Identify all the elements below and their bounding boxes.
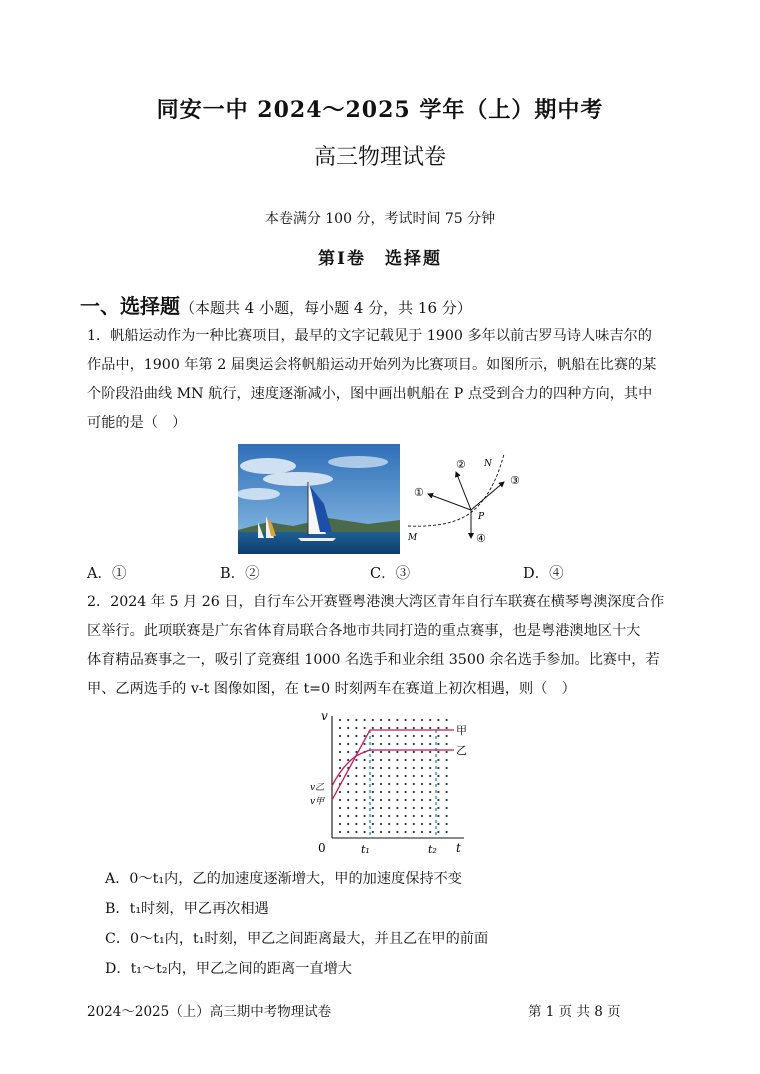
- grid-dot: [364, 815, 366, 817]
- grid-dot: [429, 767, 431, 769]
- force-arrow-1: [428, 494, 471, 510]
- grid-dot: [437, 807, 439, 809]
- grid-dot: [355, 775, 357, 777]
- grid-dot: [446, 759, 448, 761]
- grid-dot: [429, 823, 431, 825]
- grid-dot: [421, 743, 423, 745]
- grid-dot: [429, 783, 431, 785]
- grid-dot: [355, 759, 357, 761]
- label-1: ①: [414, 486, 424, 499]
- grid-dot: [380, 799, 382, 801]
- grid-dot: [372, 799, 374, 801]
- grid-dot: [339, 823, 341, 825]
- grid-dot: [347, 807, 349, 809]
- grid-dot: [372, 831, 374, 833]
- footer-left: 2024～2025（上）高三期中考物理试卷: [87, 1004, 332, 1020]
- question-2-line: 体育精品赛事之一，吸引了竞赛组 1000 名选手和业余组 3500 余名选手参加。比赛中，若: [87, 652, 660, 668]
- grid-dot: [446, 791, 448, 793]
- grid-dot: [347, 823, 349, 825]
- grid-dot: [396, 719, 398, 721]
- grid-dot: [421, 751, 423, 753]
- grid-dot: [437, 791, 439, 793]
- grid-dot: [429, 751, 431, 753]
- grid-dot: [405, 719, 407, 721]
- grid-dot: [446, 735, 448, 737]
- grid-dot: [396, 823, 398, 825]
- grid-dot: [429, 815, 431, 817]
- grid-dot: [388, 775, 390, 777]
- grid-dot: [380, 743, 382, 745]
- grid-dot: [413, 751, 415, 753]
- grid-dot: [355, 791, 357, 793]
- grid-dot: [396, 815, 398, 817]
- grid-dot: [396, 807, 398, 809]
- grid-dot: [413, 823, 415, 825]
- grid-dot: [388, 815, 390, 817]
- grid-dot: [388, 727, 390, 729]
- grid-dot: [388, 823, 390, 825]
- grid-dot: [355, 783, 357, 785]
- grid-dot: [446, 823, 448, 825]
- t2-label: t₂: [428, 843, 437, 856]
- grid-dot: [396, 735, 398, 737]
- t-axis-label: t: [456, 841, 461, 855]
- exam-subtitle: 高三物理试卷: [313, 145, 446, 170]
- grid-dot: [446, 767, 448, 769]
- grid-dot: [421, 823, 423, 825]
- grid-dot: [372, 775, 374, 777]
- q1-option-a[interactable]: A．①: [87, 566, 127, 582]
- grid-dot: [347, 727, 349, 729]
- dot-grid: [339, 719, 448, 833]
- grid-dot: [396, 831, 398, 833]
- grid-dot: [355, 807, 357, 809]
- grid-dot: [347, 743, 349, 745]
- question-2-line: 区举行。此项联赛是广东省体育局联合各地市共同打造的重点赛事，也是粤港澳地区十大: [87, 623, 641, 639]
- label-p: P: [478, 512, 485, 522]
- grid-dot: [339, 807, 341, 809]
- grid-dot: [388, 743, 390, 745]
- grid-dot: [339, 743, 341, 745]
- grid-dot: [405, 743, 407, 745]
- grid-dot: [413, 743, 415, 745]
- grid-dot: [446, 743, 448, 745]
- grid-dot: [372, 727, 374, 729]
- grid-dot: [437, 823, 439, 825]
- grid-dot: [364, 743, 366, 745]
- grid-dot: [372, 783, 374, 785]
- grid-dot: [380, 775, 382, 777]
- grid-dot: [347, 799, 349, 801]
- grid-dot: [405, 735, 407, 737]
- grid-dot: [372, 743, 374, 745]
- grid-dot: [364, 775, 366, 777]
- grid-dot: [372, 815, 374, 817]
- grid-dot: [413, 719, 415, 721]
- grid-dot: [396, 743, 398, 745]
- grid-dot: [364, 735, 366, 737]
- question-2-text: [87, 588, 687, 704]
- grid-dot: [355, 743, 357, 745]
- q2-option-d[interactable]: D．t₁～t₂内，甲乙之间的距离一直增大: [105, 961, 352, 977]
- grid-dot: [339, 759, 341, 761]
- grid-dot: [355, 815, 357, 817]
- grid-dot: [446, 831, 448, 833]
- grid-dot: [364, 727, 366, 729]
- grid-dot: [355, 727, 357, 729]
- grid-dot: [437, 815, 439, 817]
- grid-dot: [388, 751, 390, 753]
- grid-dot: [339, 775, 341, 777]
- grid-dot: [446, 727, 448, 729]
- grid-dot: [437, 719, 439, 721]
- question-1-line: 作品中，1900 年第 2 届奥运会将帆船运动开始列为比赛项目。如图所示，帆船在比赛的某: [87, 357, 657, 373]
- grid-dot: [413, 831, 415, 833]
- section-heading: [80, 290, 472, 319]
- grid-dot: [380, 783, 382, 785]
- grid-dot: [339, 791, 341, 793]
- grid-dot: [372, 767, 374, 769]
- part-heading: 第Ⅰ卷 选择题: [318, 249, 442, 269]
- grid-dot: [364, 807, 366, 809]
- grid-dot: [388, 767, 390, 769]
- grid-dot: [446, 815, 448, 817]
- grid-dot: [364, 831, 366, 833]
- grid-dot: [413, 791, 415, 793]
- grid-dot: [380, 831, 382, 833]
- grid-dot: [388, 807, 390, 809]
- grid-dot: [405, 799, 407, 801]
- grid-dot: [429, 807, 431, 809]
- grid-dot: [437, 727, 439, 729]
- grid-dot: [380, 815, 382, 817]
- grid-dot: [372, 759, 374, 761]
- grid-dot: [364, 759, 366, 761]
- grid-dot: [413, 759, 415, 761]
- grid-dot: [421, 775, 423, 777]
- grid-dot: [421, 759, 423, 761]
- force-arrow-3: [471, 482, 504, 510]
- grid-dot: [421, 815, 423, 817]
- grid-dot: [405, 759, 407, 761]
- grid-dot: [388, 791, 390, 793]
- grid-dot: [429, 727, 431, 729]
- grid-dot: [388, 783, 390, 785]
- grid-dot: [446, 751, 448, 753]
- section-note: （本题共 4 小题，每小题 4 分，共 16 分）: [180, 299, 472, 317]
- grid-dot: [339, 767, 341, 769]
- grid-dot: [429, 719, 431, 721]
- grid-dot: [413, 727, 415, 729]
- question-2-line: 甲、乙两选手的 v-t 图像如图，在 t=0 时刻两车在赛道上初次相遇，则（ ）: [87, 681, 576, 697]
- force-diagram: [404, 452, 532, 554]
- grid-dot: [396, 799, 398, 801]
- grid-dot: [413, 815, 415, 817]
- grid-dot: [372, 735, 374, 737]
- grid-dot: [405, 767, 407, 769]
- yi-label: 乙: [456, 744, 467, 757]
- q1-option-d[interactable]: D．④: [523, 566, 564, 582]
- grid-dot: [437, 783, 439, 785]
- jia-label: 甲: [456, 724, 467, 737]
- grid-dot: [380, 791, 382, 793]
- question-1-line: 可能的是（ ）: [87, 415, 187, 431]
- grid-dot: [437, 775, 439, 777]
- grid-dot: [446, 799, 448, 801]
- grid-dot: [372, 823, 374, 825]
- q2-option-b[interactable]: B．t₁时刻，甲乙再次相遇: [105, 901, 269, 917]
- grid-dot: [446, 783, 448, 785]
- grid-dot: [446, 807, 448, 809]
- v-yi-label: v乙: [310, 783, 325, 793]
- grid-dot: [413, 783, 415, 785]
- grid-dot: [421, 727, 423, 729]
- exam-info: 本卷满分 100 分，考试时间 75 分钟: [264, 211, 496, 227]
- grid-dot: [429, 759, 431, 761]
- grid-dot: [364, 719, 366, 721]
- grid-dot: [437, 799, 439, 801]
- grid-dot: [355, 799, 357, 801]
- grid-dot: [437, 831, 439, 833]
- grid-dot: [429, 791, 431, 793]
- label-m: M: [408, 533, 418, 543]
- t1-label: t₁: [361, 843, 370, 856]
- exam-title: 同安一中 2024～2025 学年（上）期中考: [156, 97, 604, 123]
- grid-dot: [347, 815, 349, 817]
- grid-dot: [413, 799, 415, 801]
- grid-dot: [380, 719, 382, 721]
- grid-dot: [405, 783, 407, 785]
- grid-dot: [339, 727, 341, 729]
- grid-dot: [339, 799, 341, 801]
- grid-dot: [347, 735, 349, 737]
- label-3: ③: [510, 474, 520, 487]
- grid-dot: [372, 791, 374, 793]
- grid-dot: [388, 719, 390, 721]
- grid-dot: [355, 823, 357, 825]
- grid-dot: [421, 807, 423, 809]
- grid-dot: [364, 823, 366, 825]
- grid-dot: [429, 743, 431, 745]
- label-2: ②: [456, 458, 466, 471]
- grid-dot: [347, 759, 349, 761]
- grid-dot: [437, 751, 439, 753]
- grid-dot: [347, 791, 349, 793]
- grid-dot: [380, 735, 382, 737]
- grid-dot: [372, 719, 374, 721]
- grid-dot: [380, 759, 382, 761]
- grid-dot: [388, 831, 390, 833]
- grid-dot: [405, 831, 407, 833]
- origin-label: 0: [318, 841, 326, 855]
- grid-dot: [405, 727, 407, 729]
- grid-dot: [355, 767, 357, 769]
- grid-dot: [380, 767, 382, 769]
- grid-dot: [421, 791, 423, 793]
- grid-dot: [405, 775, 407, 777]
- grid-dot: [413, 807, 415, 809]
- grid-dot: [413, 735, 415, 737]
- grid-dot: [405, 751, 407, 753]
- grid-dot: [347, 831, 349, 833]
- grid-dot: [405, 815, 407, 817]
- grid-dot: [421, 719, 423, 721]
- grid-dot: [396, 775, 398, 777]
- grid-dot: [388, 735, 390, 737]
- grid-dot: [339, 719, 341, 721]
- grid-dot: [347, 719, 349, 721]
- label-n: N: [484, 459, 492, 469]
- grid-dot: [437, 759, 439, 761]
- grid-dot: [405, 823, 407, 825]
- grid-dot: [396, 791, 398, 793]
- grid-dot: [347, 775, 349, 777]
- grid-dot: [421, 735, 423, 737]
- v-axis-label: v: [321, 710, 328, 723]
- grid-dot: [421, 799, 423, 801]
- grid-dot: [339, 735, 341, 737]
- grid-dot: [429, 735, 431, 737]
- vt-graph: [304, 710, 474, 862]
- grid-dot: [380, 807, 382, 809]
- grid-dot: [429, 831, 431, 833]
- section-label: 一、选择题: [80, 294, 180, 318]
- grid-dot: [347, 751, 349, 753]
- grid-dot: [364, 799, 366, 801]
- footer-page-number: 第 1 页 共 8 页: [528, 1004, 621, 1020]
- grid-dot: [396, 767, 398, 769]
- grid-dot: [339, 831, 341, 833]
- grid-dot: [388, 759, 390, 761]
- grid-dot: [380, 823, 382, 825]
- grid-dot: [355, 831, 357, 833]
- q1-option-b[interactable]: B．②: [220, 566, 260, 582]
- grid-dot: [437, 735, 439, 737]
- grid-dot: [372, 807, 374, 809]
- grid-dot: [437, 743, 439, 745]
- grid-dot: [355, 735, 357, 737]
- sailboat-photo: [238, 444, 400, 554]
- grid-dot: [429, 775, 431, 777]
- v-jia-label: v甲: [310, 797, 325, 807]
- question-2-line: 2．2024 年 5 月 26 日，自行车公开赛暨粤港澳大湾区青年自行车联赛在横琴粤澳深度合作: [87, 594, 665, 610]
- question-1-line: 1．帆船运动作为一种比赛项目，最早的文字记载见于 1900 多年以前古罗马诗人味吉尔的: [87, 328, 652, 344]
- grid-dot: [446, 775, 448, 777]
- grid-dot: [396, 783, 398, 785]
- grid-dot: [421, 831, 423, 833]
- question-1-text: [87, 322, 687, 438]
- grid-dot: [339, 751, 341, 753]
- jia-line: [332, 730, 454, 800]
- grid-dot: [405, 791, 407, 793]
- question-1-line: 个阶段沿曲线 MN 航行，速度逐渐减小，图中画出帆船在 P 点受到合力的四种方向，其中: [87, 386, 653, 402]
- grid-dot: [396, 751, 398, 753]
- q2-option-a[interactable]: A．0～t₁内，乙的加速度逐渐增大，甲的加速度保持不变: [105, 871, 462, 887]
- grid-dot: [437, 767, 439, 769]
- grid-dot: [446, 719, 448, 721]
- grid-dot: [413, 767, 415, 769]
- grid-dot: [355, 719, 357, 721]
- grid-dot: [396, 727, 398, 729]
- label-4: ④: [476, 532, 486, 545]
- grid-dot: [364, 783, 366, 785]
- grid-dot: [347, 783, 349, 785]
- force-arrow-2: [456, 472, 471, 510]
- grid-dot: [380, 751, 382, 753]
- q2-option-c[interactable]: C．0～t₁内，t₁时刻，甲乙之间距离最大，并且乙在甲的前面: [105, 931, 489, 947]
- grid-dot: [339, 815, 341, 817]
- grid-dot: [364, 791, 366, 793]
- grid-dot: [388, 799, 390, 801]
- grid-dot: [405, 807, 407, 809]
- grid-dot: [413, 775, 415, 777]
- grid-dot: [372, 751, 374, 753]
- grid-dot: [429, 799, 431, 801]
- grid-dot: [421, 783, 423, 785]
- grid-dot: [380, 727, 382, 729]
- grid-dot: [364, 767, 366, 769]
- grid-dot: [396, 759, 398, 761]
- grid-dot: [421, 767, 423, 769]
- q1-option-c[interactable]: C．③: [370, 566, 411, 582]
